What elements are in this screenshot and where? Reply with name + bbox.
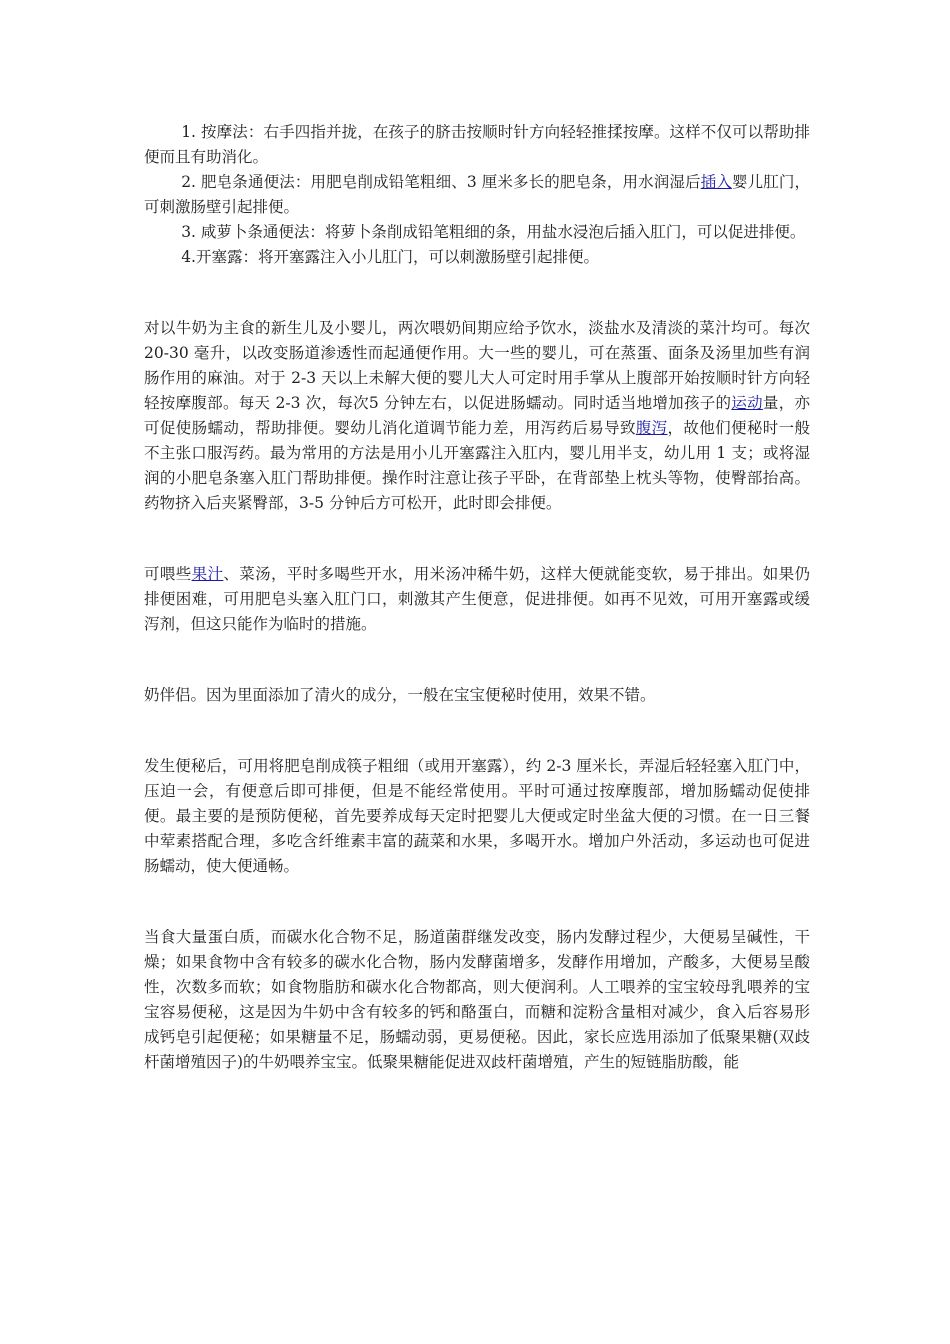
link-juice[interactable]: 果汁 <box>191 565 224 583</box>
paragraph-diet-causes <box>144 925 810 1075</box>
spacer <box>144 270 810 316</box>
paragraph-infant-care-text: 对以牛奶为主食的新生儿及小婴儿，两次喂奶间期应给予饮水，淡盐水及清淡的菜汁均可。每次 20-30 毫升，以改变肠道渗透性而起通便作用。大一些的婴儿，可在蒸蛋、面条及汤里加些有润肠作用的麻油。对于 2-3 天以上未解大便的婴儿大人可定时用手掌从上腹部开始按顺时针方向轻轻按摩腹部。每天 2-3 次，每次5 分钟左右，以促进肠蠕动。同时适当地增加孩子的 <box>144 319 810 412</box>
link-exercise[interactable]: 运动 <box>731 394 763 412</box>
method-kaisailu-text: 4.开塞露：将开塞露注入小儿肛门，可以刺激肠壁引起排便。 <box>181 248 599 266</box>
spacer <box>144 516 810 562</box>
method-massage-text: 1. 按摩法：右手四指并拢，在孩子的脐击按顺时针方向轻轻推揉按摩。这样不仅可以帮助排便而且有助消化。 <box>144 123 810 166</box>
paragraph-milk-companion-text: 奶伴侣。因为里面添加了清火的成分，一般在宝宝便秘时使用，效果不错。 <box>144 686 656 704</box>
method-soap-strip <box>144 170 810 220</box>
method-radish-strip <box>144 220 810 245</box>
paragraph-infant-care <box>144 316 810 516</box>
paragraph-juice-text-2: 、菜汤，平时多喝些开水，用米汤冲稀牛奶，这样大便就能变软，易于排出。如果仍排便困难，可用肥皂头塞入肛门口，刺激其产生便意，促进排便。如再不见效，可用开塞露或缓泻剂，但这只能作为临时的措施。 <box>144 565 810 633</box>
paragraph-juice <box>144 562 810 637</box>
document-body <box>144 120 810 1075</box>
paragraph-after-constipation-text: 发生便秘后，可用将肥皂削成筷子粗细（或用开塞露），约 2-3 厘米长，弄湿后轻轻塞入肛门中，压迫一会，有便意后即可排便，但是不能经常使用。平时可通过按摩腹部，增加肠蠕动促使排便。最主要的是预防便秘，首先要养成每天定时把婴儿大便或定时坐盆大便的习惯。在一日三餐中荤素搭配合理，多吃含纤维素丰富的蔬菜和水果，多喝开水。增加户外活动，多运动也可促进肠蠕动，使大便通畅。 <box>144 757 810 875</box>
link-diarrhea[interactable]: 腹泻 <box>635 419 668 437</box>
paragraph-infant-care-text-3: ，故他们便秘时一般不主张口服泻药。最为常用的方法是用小儿开塞露注入肛内，婴儿用半支，幼儿用 1 支；或将湿润的小肥皂条塞入肛门帮助排便。操作时注意让孩子平卧，在背部垫上枕头等物，使臀部抬高。药物挤入后夹紧臀部，3-5 分钟后方可松开，此时即会排便。 <box>144 419 810 512</box>
paragraph-diet-causes-text: 当食大量蛋白质，而碳水化合物不足，肠道菌群继发改变，肠内发酵过程少，大便易呈碱性，干燥；如果食物中含有较多的碳水化合物，肠内发酵菌增多，发酵作用增加，产酸多，大便易呈酸性，次数多而软；如食物脂肪和碳水化合物都高，则大便润利。人工喂养的宝宝较母乳喂养的宝宝容易便秘，这是因为牛奶中含有较多的钙和酪蛋白，而糖和淀粉含量相对减少，食入后容易形成钙皂引起便秘；如果糖量不足，肠蠕动弱，更易便秘。因此，家长应选用添加了低聚果糖(双歧杆菌增殖因子)的牛奶喂养宝宝。低聚果糖能促进双歧杆菌增殖，产生的短链脂肪酸，能 <box>144 928 810 1071</box>
method-radish-strip-text: 3. 咸萝卜条通便法：将萝卜条削成铅笔粗细的条，用盐水浸泡后插入肛门，可以促进排便。 <box>181 223 806 241</box>
method-soap-strip-text: 2. 肥皂条通便法：用肥皂削成铅笔粗细、3 厘米多长的肥皂条，用水润湿后 <box>181 173 701 191</box>
spacer <box>144 879 810 925</box>
spacer <box>144 708 810 754</box>
paragraph-milk-companion <box>144 683 810 708</box>
paragraph-juice-text: 可喂些 <box>144 565 192 583</box>
link-insert[interactable]: 插入 <box>700 173 732 191</box>
method-soap-strip-text-end: 婴儿肛门，可刺激肠壁引起排便。 <box>144 173 810 216</box>
method-massage <box>144 120 810 170</box>
paragraph-after-constipation <box>144 754 810 879</box>
method-kaisailu <box>144 245 810 270</box>
spacer <box>144 637 810 683</box>
paragraph-infant-care-text-2: 量，亦可促使肠蠕动，帮助排便。婴幼儿消化道调节能力差，用泻药后易导致 <box>144 394 810 437</box>
